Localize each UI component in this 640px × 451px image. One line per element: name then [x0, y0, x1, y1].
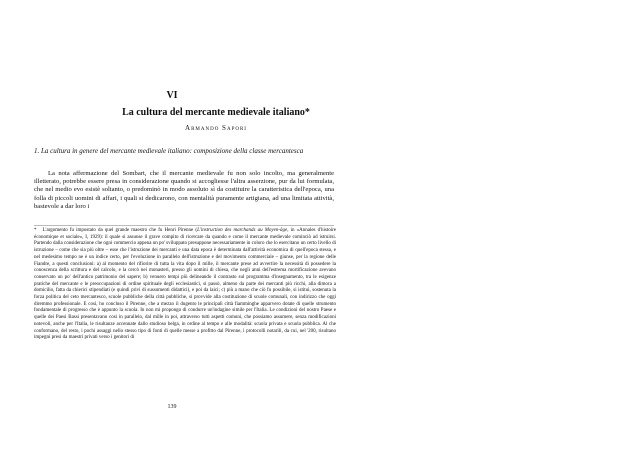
chapter-title: La cultura del mercante medievale italiano* — [122, 107, 310, 118]
section-heading: 1. La cultura in genere del mercante medievale italiano: composizione della classe mercantesca — [34, 147, 304, 155]
footnote — [34, 228, 336, 342]
chapter-number: VI — [166, 90, 178, 101]
body-paragraph: La nota affermazione del Sombart, che il mercante medievale fu non solo incolto, ma generalmente illetterato, potrebbe essere presa in considerazione quando si accogliesse l'altra asserzione, pur da lui formulata, che nel medio evo esistè soltanto, o predominò in modo assoluto sì da costituire la caratteristica dell'epoca, una folla di piccoli uomini di affari, i quali si dedicarono, con mentalità puramente artigiana, ad una limitata attività, bastevole a dar loro i — [34, 170, 334, 210]
footnote-marker: * — [34, 228, 37, 233]
body-text — [34, 170, 334, 211]
footnote-ref-title: L'instruction des marchands au Moyen-âge — [197, 228, 288, 233]
author-name: Armando Sapori — [185, 124, 247, 132]
page-number: 139 — [167, 404, 177, 410]
footnote-rest: , in «Annales d'histoire économique et sociale», I, 1929): il quale si assunse il grave compito di ricercare da quando e come il mercante medievale cominciò ad istruirsi. Partendo dalla considerazione che ogni commercio appena un po' sviluppato presuppone necessariamente in coloro che lo esercitano un certo livello di istruzione – come che sia più oltre – esse che l'istruzione dei mercanti e una data epoca è determinata dall'attività economica di quell'epoca stessa, e nel medesimo tempo ne è un indice certo, per l'evoluzione in parallelo dell'istruzione e del movimento commerciale – giunse, per la regione delle Fiandre, a questi conclusioni: a) al momento del rifiorire di tutta la vita dopo il mille, il mercante prese ad avvertire la necessità di possedere la conoscenza della scrittura e del calcolo, e la cercò nei monasteri, presso gli uomini di chiesa, che negli anni dell'estrema mortificazione avevano conservato un po' dell'antico patrimonio del sapere; b) venuero tempi più delineando il contrasto sul programma d'insegnamento, tra le esigenze pratiche del mercante e le preoccupazioni di ordine spirituale degli ecclesiastici, si passò, almeno da parte dei mercanti più ricchi, alla dimora a domicilio, fatta da chierici stipendiati (e quindi privi di sussumenti didattici), e poi da laici; c) più a mano che ciò fu possibile, si istituì, sostenuta la forza politica del ceto mercantesco, scuole pubbliche della città pubbliche, si provvide alla costituzione di scuole comunali, con indirizzo che oggi diremmo professionale. E così, ho concluso il Pirenne, che a mezzo il dugento le principali città fiamminghe apparvero dotate di quelle strumento fondamentale di progresso che è appunto la scuola. In non mi propongo di condurre un'indagine simile per l'Italia. Le condizioni del nostro Paese e quelle dei Paesi Bassi presentavano così in parallelo, dal mille in poi, attraverso tutti aspetti comuni, che possiamo assumere, senza modificazioni notevoli, anche per l'Italia, le risultanze accennate dallo studioso belga, in ordine al tempo e alle modalità: scuola privata e scuola pubblica. Al che conformano, del resto, i pochi assaggi nello stesso tipo di fonti di quelle messe a profitto dal Pirenne, i protocolli notarili, da cui, nel '200, risultano impegni presi da maestri privati verso i genitori di — [34, 228, 336, 341]
footnote-intro: L'argomento fu impostato da quel grande maestro che fu Henri Pirenne ( — [42, 228, 198, 233]
footnote-divider — [34, 225, 334, 226]
